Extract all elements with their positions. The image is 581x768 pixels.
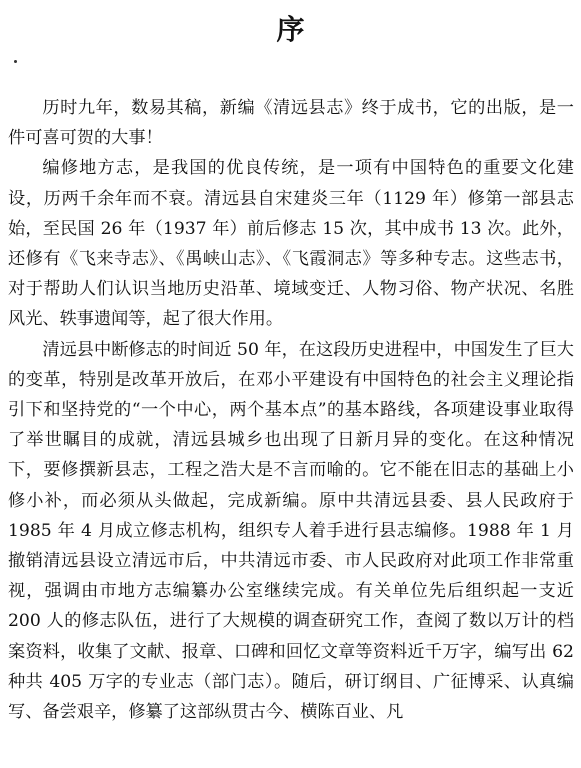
paragraph-1: 历时九年，数易其稿，新编《清远县志》终于成书，它的出版，是一件可喜可贺的大事！ [8, 98, 574, 149]
page-title: 序 [276, 13, 305, 46]
paragraph-2: 编修地方志，是我国的优良传统，是一项有中国特色的重要文化建设，历两千余年而不衰。清远县自宋建炎三年（1129 年）修第一部县志始，至民国 26 年（1937 年）前后修志 15 次，其中成书 13 次。此外，还修有《飞来寺志》、《禺峡山志》、《飞霞洞志》等多种专志。这些志书，对于帮助人们认识当地历史沿革、境域变迁、人物习俗、物产状况、名胜风光、轶事遗闻等，起了很大作用。 [8, 158, 574, 330]
paragraph-3: 清远县中断修志的时间近 50 年，在这段历史进程中，中国发生了巨大的变革，特别是改革开放后，在邓小平建设有中国特色的社会主义理论指引下和坚持党的“一个中心，两个基本点”的基本路线，各项建设事业取得了举世瞩目的成就，清远县城乡也出现了日新月异的变化。在这种情况下，要修撰新县志，工程之浩大是不言而喻的。它不能在旧志的基础上小修小补，而必须从头做起，完成新编。原中共清远县委、县人民政府于 1985 年 4 月成立修志机构，组织专人着手进行县志编修。1988 年 1 月撤销清远县设立清远市后，中共清远市委、市人民政府对此项工作非常重视，强调由市地方志编纂办公室继续完成。有关单位先后组织起一支近 200 人的修志队伍，进行了大规模的调查研究工作，查阅了数以万计的档案资料，收集了文献、报章、口碑和回忆文章等资料近千万字，编写出 62 种共 405 万字的专业志（部门志）。随后，研订纲目、广征博采、认真编写、备尝艰辛，修纂了这部纵贯古今、横陈百业、凡 [8, 339, 574, 723]
scan-speck [14, 60, 17, 63]
body-text [8, 93, 574, 727]
